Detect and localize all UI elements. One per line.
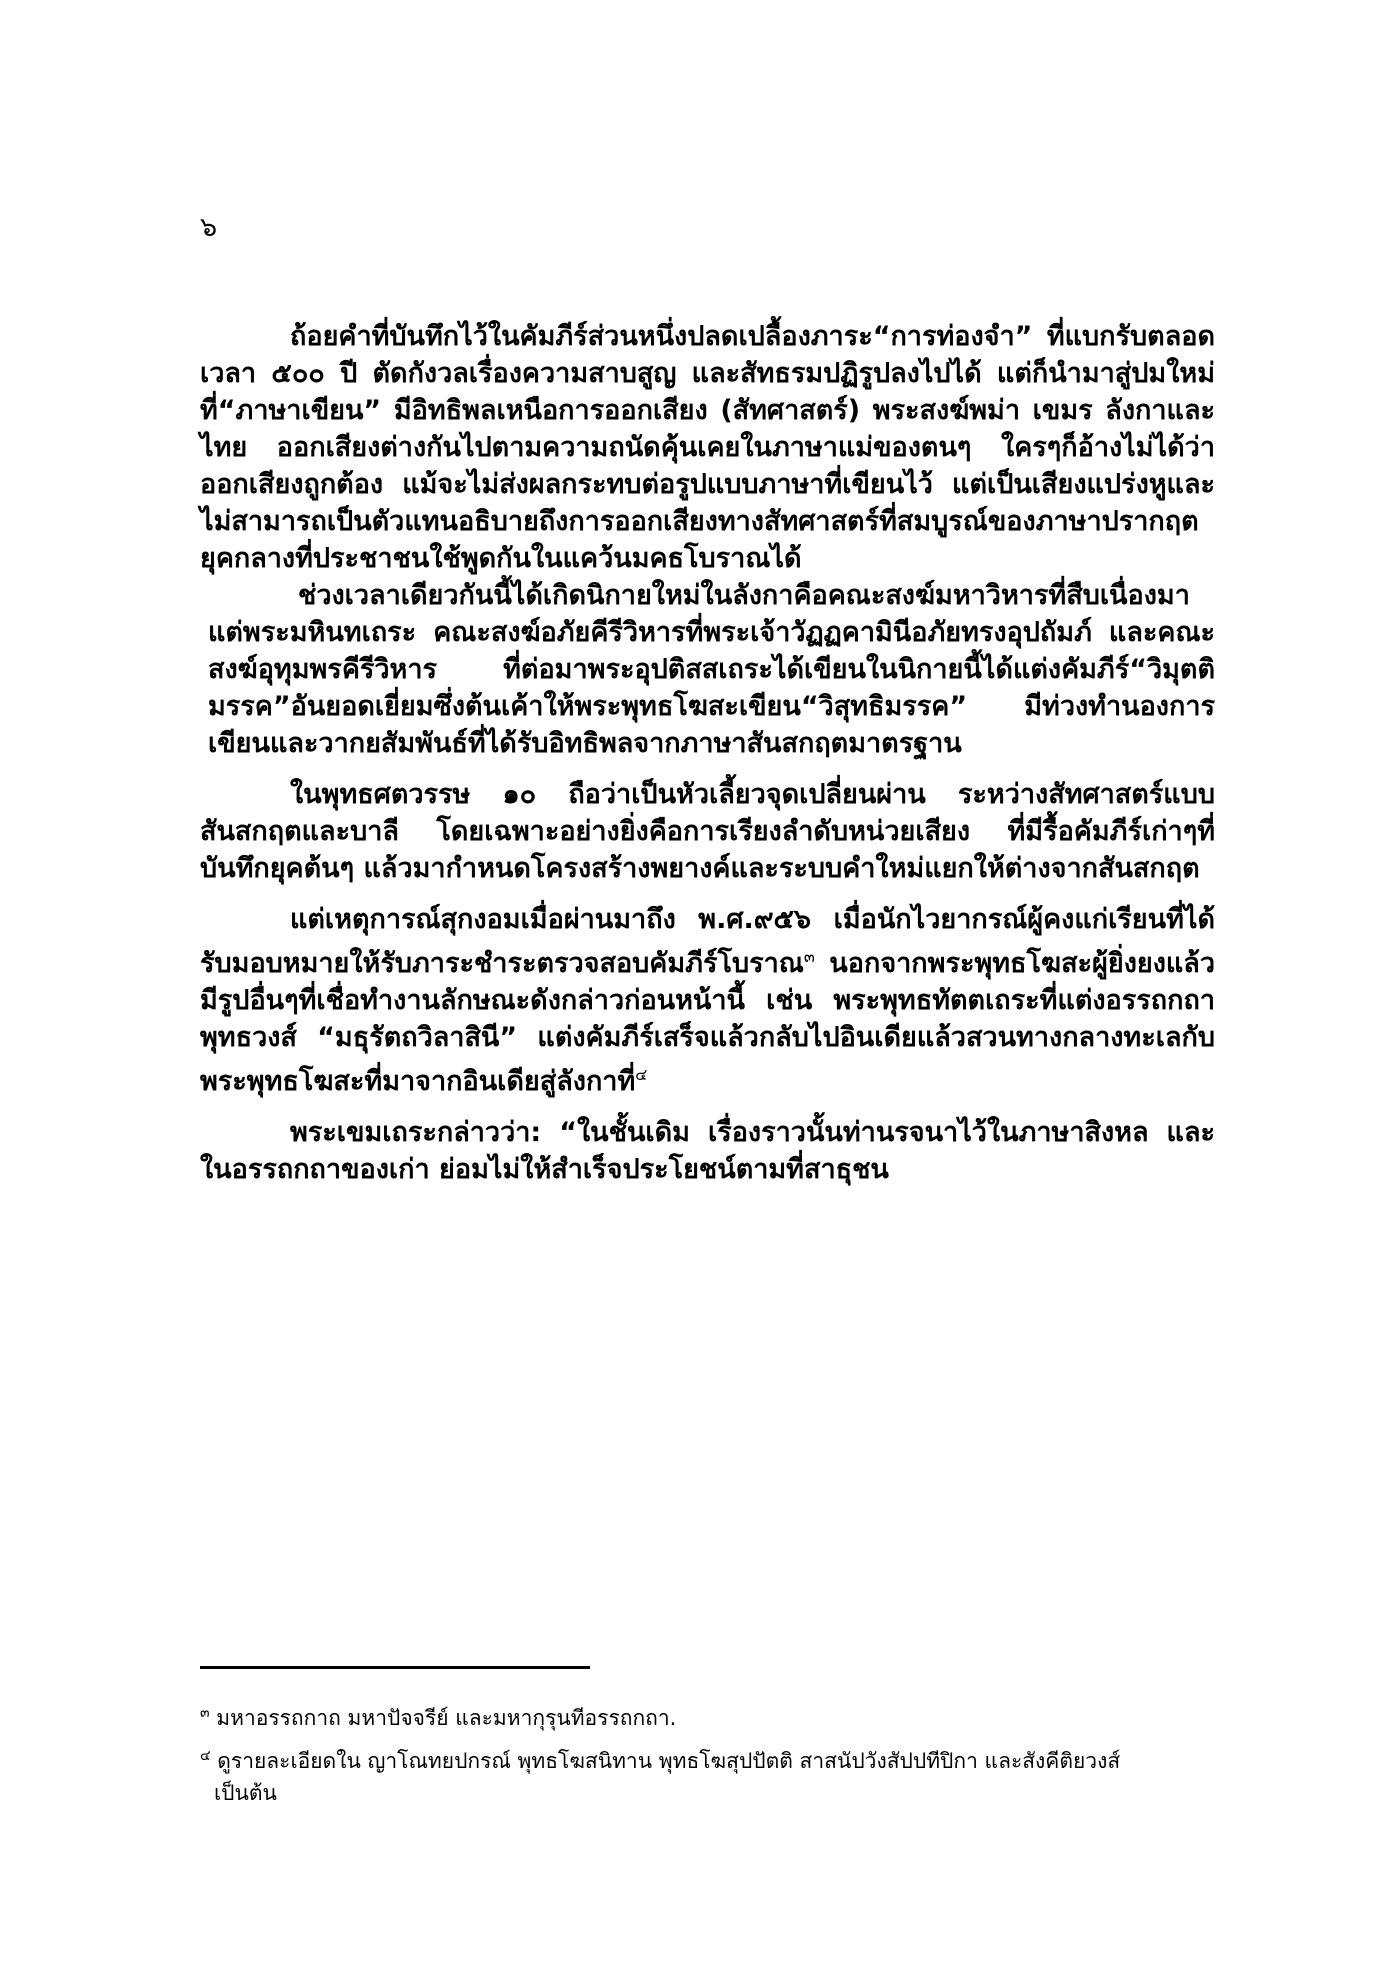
- footnote-ref-4[interactable]: ๔: [635, 1065, 648, 1084]
- paragraph-4-text-a: แต่เหตุการณ์สุกงอมเมื่อผ่านมาถึง พ.ศ.๙๕๖ เมื่อนักไวยากรณ์ผู้คงแก่เรียนที่ได้รับมอบหมายให้รับภาระชำระตรวจสอบคัมภีร์โบราณ: [200, 904, 1215, 979]
- footnote-4: [200, 1740, 1180, 1809]
- footnote-3: [200, 1697, 1180, 1734]
- footnotes: [200, 1697, 1180, 1815]
- paragraph-5: พระเขมเถระกล่าวว่า: “ในชั้นเดิม เรื่องราวนั้นท่านรจนาไว้ในภาษาสิงหล และในอรรถกถาของเก่า ย่อมไม่ให้สำเร็จประโยชน์ตามที่สาธุชน: [200, 1117, 1215, 1185]
- paragraph-1: ถ้อยคำที่บันทึกไว้ในคัมภีร์ส่วนหนึ่งปลดเปลื้องภาระ“การท่องจำ” ที่แบกรับตลอด เวลา ๕๐๐ ปี ตัดกังวลเรื่องความสาบสูญ และสัทธรมปฏิรูปลงไปได้ แต่ก็นำมาสู่ปมใหม่ที่“ภาษาเขียน” มีอิทธิพลเหนือการออกเสียง (สัทศาสตร์) พระสงฆ์พม่า เขมร ลังกาและไทย ออกเสียงต่างกันไปตามความถนัดคุ้นเคยในภาษาแม่ของตนๆ ใครๆก็อ้างไม่ได้ว่าออกเสียงถูกต้อง แม้จะไม่ส่งผลกระทบต่อรูปแบบภาษาที่เขียนไว้ แต่เป็นเสียงแปร่งหูและไม่สามารถเป็นตัวแทนอธิบายถึงการออกเสียงทางสัทศาสตร์ที่สมบูรณ์ของภาษาปรากฤตยุคกลางที่ประชาชนใช้พูดกันในแคว้นมคธโบราณได้: [200, 321, 1215, 574]
- paragraph-2: ช่วงเวลาเดียวกันนี้ได้เกิดนิกายใหม่ในลังกาคือคณะสงฆ์มหาวิหารที่สืบเนื่องมาแต่พระมหินทเถระ คณะสงฆ์อภัยคีรีวิหารที่พระเจ้าวัฏฏคามินีอภัยทรงอุปถัมภ์ และคณะสงฆ์อุทุมพรคีรีวิหาร ที่ต่อมาพระอุปติสสเถระได้เขียนในนิกายนี้ได้แต่งคัมภีร์“วิมุตติมรรค”อันยอดเยี่ยมซึ่งต้นเค้าให้พระพุทธโฆสะเขียน“วิสุทธิมรรค” มีท่วงทำนองการเขียนและวากยสัมพันธ์ที่ได้รับอิทธิพลจากภาษาสันสกฤตมาตรฐาน: [208, 580, 1215, 759]
- footnote-ref-3[interactable]: ๓: [803, 947, 815, 966]
- footnote-4-marker: ๔: [200, 1748, 211, 1764]
- page-number: ๖: [200, 212, 218, 243]
- paragraph-4: [200, 901, 1215, 1100]
- main-text: [200, 318, 1215, 1188]
- paragraph-4-text-b: นอกจากพระพุทธโฆสะผู้ยิ่งยงแล้ว มีรูปอื่นๆที่เชื่อทำงานลักษณะดังกล่าวก่อนหน้านี้ เช่น พระพุทธทัตตเถระที่แต่งอรรถกถาพุทธวงส์ “มธุรัตถวิลาสินี” แต่งคัมภีร์เสร็จแล้วกลับไปอินเดียแล้วสวนทางกลางทะเลกับพระพุทธโฆสะที่มาจากอินเดียสู่ลังกาที่: [200, 948, 1215, 1097]
- footnote-3-text: มหาอรรถกาถ มหาปัจจรีย์ และมหากุรุนทีอรรถกถา.: [216, 1706, 677, 1730]
- footnote-divider: [200, 1666, 590, 1669]
- paragraph-3: ในพุทธศตวรรษ ๑๐ ถือว่าเป็นหัวเลี้ยวจุดเปลี่ยนผ่าน ระหว่างสัทศาสตร์แบบสันสกฤตและบาลี โดยเฉพาะอย่างยิ่งคือการเรียงลำดับหน่วยเสียง ที่มีรื้อคัมภีร์เก่าๆที่บันทึกยุคต้นๆ แล้วมากำหนดโครงสร้างพยางค์และระบบคำใหม่แยกให้ต่างจากสันสกฤต: [200, 779, 1215, 884]
- footnote-4-text: ดูรายละเอียดใน ญาโณทยปกรณ์ พุทธโฆสนิทาน พุทธโฆสุปปัตติ สาสนัปวังสัปปทีปิกา และสังคีติยวงส์ เป็นต้น: [214, 1749, 1121, 1805]
- footnote-3-marker: ๓: [200, 1705, 210, 1721]
